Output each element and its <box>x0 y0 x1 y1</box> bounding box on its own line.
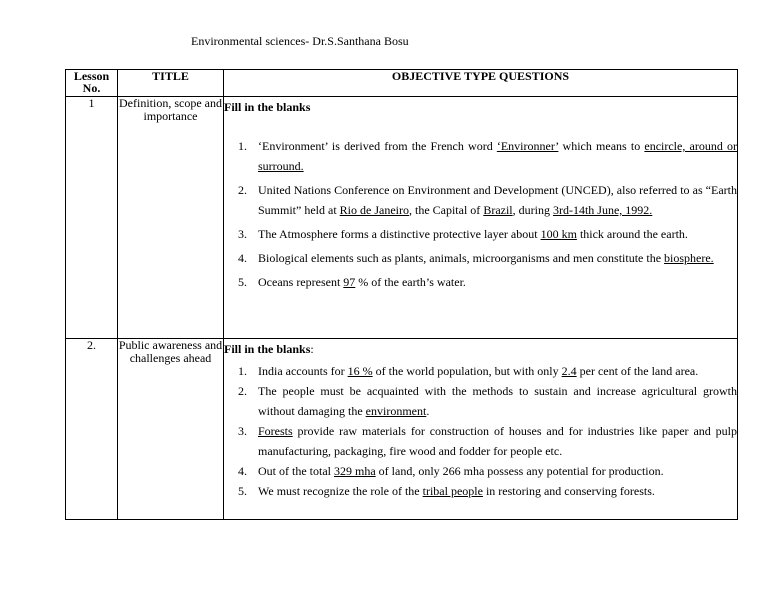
question-text: which means to <box>558 139 645 153</box>
question-text: of land, only 266 mha possess any potential for production. <box>375 464 664 478</box>
answer-blank: Brazil <box>483 203 513 217</box>
section-heading <box>224 339 737 356</box>
document-header: Environmental sciences- Dr.S.Santhana Bosu <box>191 34 409 48</box>
question-item <box>258 421 737 461</box>
answer-blank: 97 <box>343 275 356 289</box>
questions-cell <box>224 97 738 339</box>
question-item <box>258 248 737 268</box>
question-list <box>224 361 737 501</box>
question-text: Biological elements such as plants, animals, microorganisms and men constitute the <box>258 251 665 265</box>
question-text: , the Capital of <box>408 203 484 217</box>
question-item <box>258 481 737 501</box>
lesson-number: 2. <box>66 339 118 520</box>
question-item <box>258 272 737 292</box>
question-text: , during <box>512 203 553 217</box>
question-text: thick around the earth. <box>576 227 688 241</box>
answer-blank: encircle, around or surround. <box>258 139 737 173</box>
table-row <box>66 339 738 520</box>
question-item <box>258 136 737 176</box>
answer-blank: 2.4 <box>561 364 577 378</box>
lesson-title: Public awareness and challenges ahead <box>118 339 224 520</box>
question-text: Oceans represent <box>258 275 344 289</box>
question-item <box>258 381 737 421</box>
question-text: % of the earth’s water. <box>355 275 466 289</box>
section-heading: Fill in the blanks <box>224 100 311 114</box>
question-text: United Nations Conference on Environment and Development (UNCED), also referred to as “Earth Summit” held at <box>258 183 737 217</box>
title-header: TITLE <box>118 70 224 97</box>
question-text: The Atmosphere forms a distinctive protective layer about <box>258 227 541 241</box>
answer-blank: 329 mha <box>333 464 376 478</box>
question-text: provide raw materials for construction of houses and for industries like paper and pulp manufacturing, packaging, fire wood and fodder for people etc. <box>258 424 737 458</box>
table-header-row <box>66 70 738 97</box>
question-text: per cent of the land area. <box>576 364 699 378</box>
question-item <box>258 180 737 220</box>
lesson-title: Definition, scope and importance <box>118 97 224 339</box>
question-text: The people must be acquainted with the methods to sustain and increase agricultural growth without damaging the <box>258 384 737 418</box>
answer-blank: Rio de Janeiro <box>339 203 409 217</box>
question-item <box>258 224 737 244</box>
answer-blank: biosphere. <box>664 251 714 265</box>
answer-blank: 100 km <box>540 227 577 241</box>
lesson-number: 1 <box>66 97 118 339</box>
answer-blank: 16 % <box>347 364 373 378</box>
lesson-no-header: Lesson No. <box>66 70 118 97</box>
question-text: in restoring and conserving forests. <box>482 484 655 498</box>
question-list <box>224 136 737 292</box>
question-item <box>258 461 737 481</box>
question-text: We must recognize the role of the <box>258 484 423 498</box>
question-text: ‘Environment’ is derived from the French word <box>258 139 497 153</box>
table-row <box>66 97 738 339</box>
section-heading-text: Fill in the blanks <box>224 342 311 356</box>
answer-blank: environment <box>365 404 427 418</box>
answer-blank: tribal people <box>422 484 483 498</box>
questions-cell <box>224 339 738 520</box>
answer-blank: Forests <box>258 424 293 438</box>
answer-blank: 3rd-14th June, 1992. <box>552 203 653 217</box>
section-heading-colon: : <box>310 342 314 356</box>
question-text: . <box>426 404 430 418</box>
question-text: Out of the total <box>258 464 334 478</box>
questions-header: OBJECTIVE TYPE QUESTIONS <box>224 70 738 97</box>
objective-questions-table <box>65 69 738 520</box>
question-text: India accounts for <box>258 364 348 378</box>
question-item <box>258 361 737 381</box>
answer-blank: ‘Environner’ <box>496 139 559 153</box>
question-text: of the world population, but with only <box>372 364 562 378</box>
